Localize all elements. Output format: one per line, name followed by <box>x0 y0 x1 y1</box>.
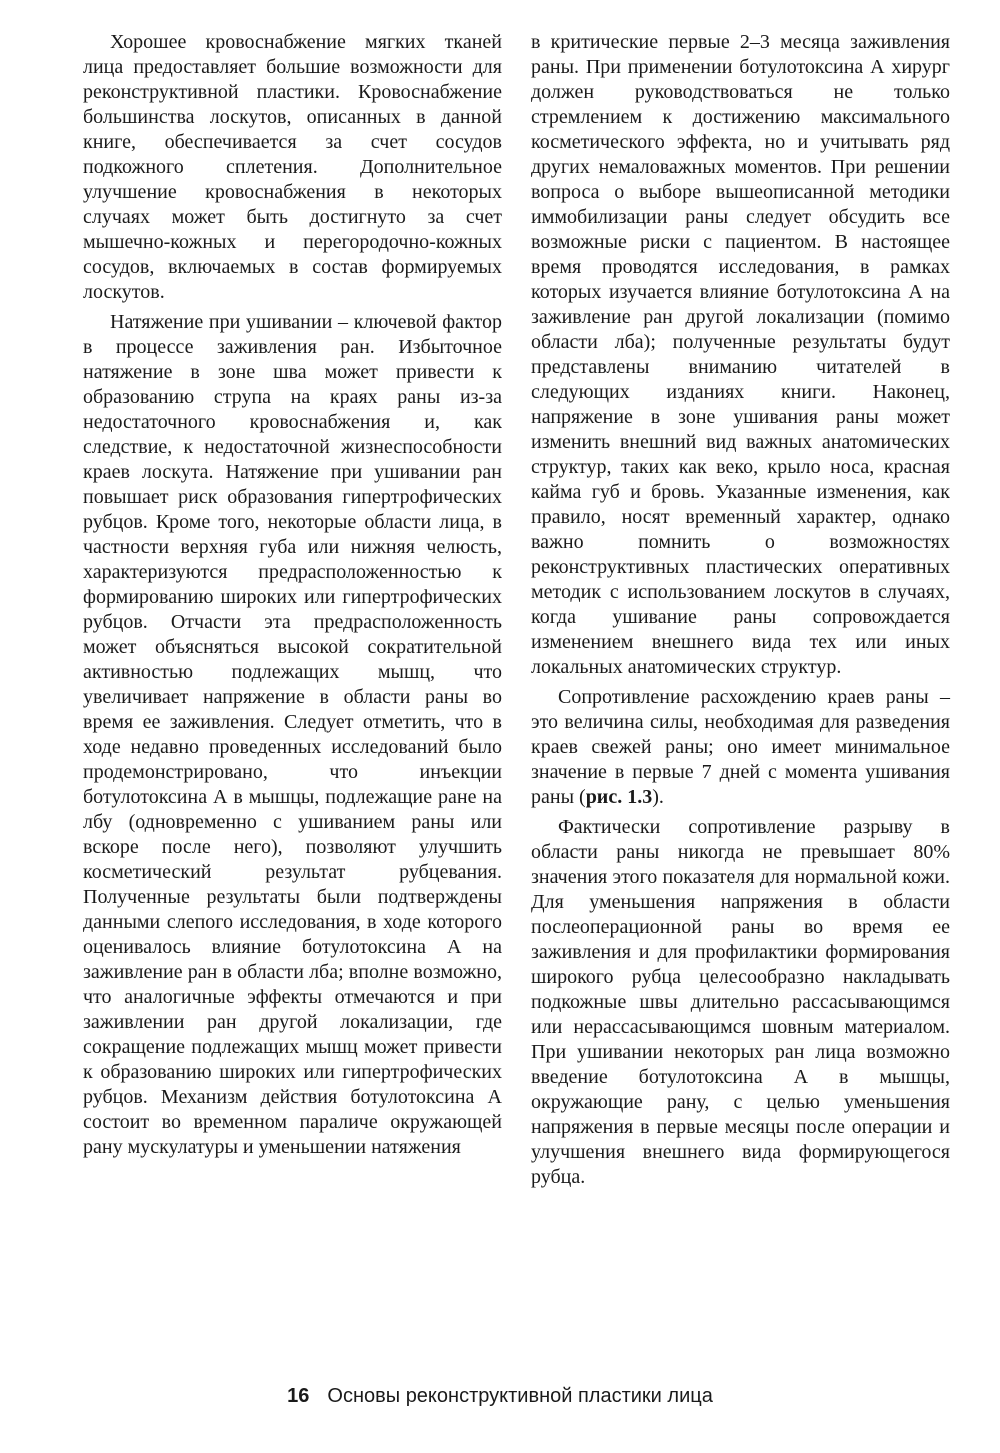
book-title: Основы реконструктивной пластики лица <box>327 1385 713 1407</box>
page-footer <box>0 1385 1000 1408</box>
paragraph-tensile-strength: Фактически сопротивление разрыву в области раны никогда не превышает 80% значения этого показателя для нормальной кожи. Для уменьшения напряжения в области послеоперационной раны во время ее заживления и для профилактики формирования широкого рубца целесообразно накладывать подкожные швы длительно рассасывающимся или нерассасывающимся шовным материалом. При ушивании некоторых ран лица возможно введение ботулотоксина А в мышцы, окружающие рану, с целью уменьшения напряжения в первые месяцы после операции и улучшения внешнего вида формирующегося рубца. <box>531 816 950 1188</box>
dehiscence-text: Сопротивление расхождению краев раны – это величина силы, необходимая для разведения краев свежей раны; оно имеет минимальное значение в первые 7 дней с момента ушивания раны ( <box>531 686 950 808</box>
paragraph-wound-tension: Натяжение при ушивании – ключевой фактор в процессе заживления ран. Избыточное натяжение в зоне шва может привести к образованию струпа на краях раны из-за недостаточного кровоснабжения и, как следствие, к недостаточной жизнеспособности краев лоскута. Натяжение при ушивании ран повышает риск образования гипертрофических рубцов. Кроме того, некоторые области лица, в частности верхняя губа или нижняя челюсть, характеризуются предрасположенностью к формированию широких или гипертрофических рубцов. Отчасти эта предрасположенность может объясняться высокой сократительной активностью подлежащих мышц, что увеличивает напряжение в области раны во время ее заживления. Следует отметить, что в ходе недавно проведенных исследований было продемонстрировано, что инъекции ботулотоксина А в мышцы, подлежащие ране на лбу (одновременно с ушиванием раны или вскоре после него), позволяют улучшить косметический результат рубцевания. Полученные результаты были подтверждены данными слепого исследования, в ходе которого оценивалось влияние ботулотоксина А на заживление ран в области лба; вполне возможно, что аналогичные эффекты отмечаются и при заживлении ран другой локализации, где сокращение подлежащих мышц может привести к образованию широких или гипертрофических рубцов. Механизм действия ботулотоксина А состоит во временном параличе окружающей рану мускулатуры и уменьшении натяжения <box>83 311 502 1158</box>
paragraph-dehiscence-resistance <box>531 685 950 810</box>
left-column <box>83 30 502 1160</box>
right-column <box>531 30 950 1190</box>
paragraph-wound-tension-continued: в критические первые 2–3 месяца заживления раны. При применении ботулотоксина А хирург должен руководствоваться не только стремлением к достижению максимального косметического эффекта, но и учитывать ряд других немаловажных моментов. При решении вопроса о выборе вышеописанной методики иммобилизации раны следует обсудить все возможные риски с пациентом. В настоящее время проводятся исследования, в рамках которых изучается влияние ботулотоксина А на заживление ран другой локализации (помимо области лба); полученные результаты будут представлены вниманию читателей в следующих изданиях книги. Наконец, напряжение в зоне ушивания раны может изменить внешний вид важных анатомических структур, таких как веко, крыло носа, красная кайма губ и бровь. Указанные изменения, как правило, носят временный характер, однако важно помнить о возможностях реконструктивных пластических оперативных методик с использованием лоскутов в случаях, когда ушивание раны сопровождается изменением внешнего вида тех или иных локальных анатомических структур. <box>531 31 950 678</box>
paragraph-blood-supply: Хорошее кровоснабжение мягких тканей лица предоставляет большие возможности для реконструктивной пластики. Кровоснабжение большинства лоскутов, описанных в данной книге, обеспечивается за счет сосудов подкожного сплетения. Дополнительное улучшение кровоснабжения в некоторых случаях может быть достигнуто за счет мышечно-кожных и перегородочно-кожных сосудов, включаемых в состав формируемых лоскутов. <box>83 31 502 303</box>
figure-reference: рис. 1.3 <box>585 786 653 808</box>
page-number: 16 <box>287 1385 310 1407</box>
dehiscence-text-end: ). <box>652 786 664 808</box>
